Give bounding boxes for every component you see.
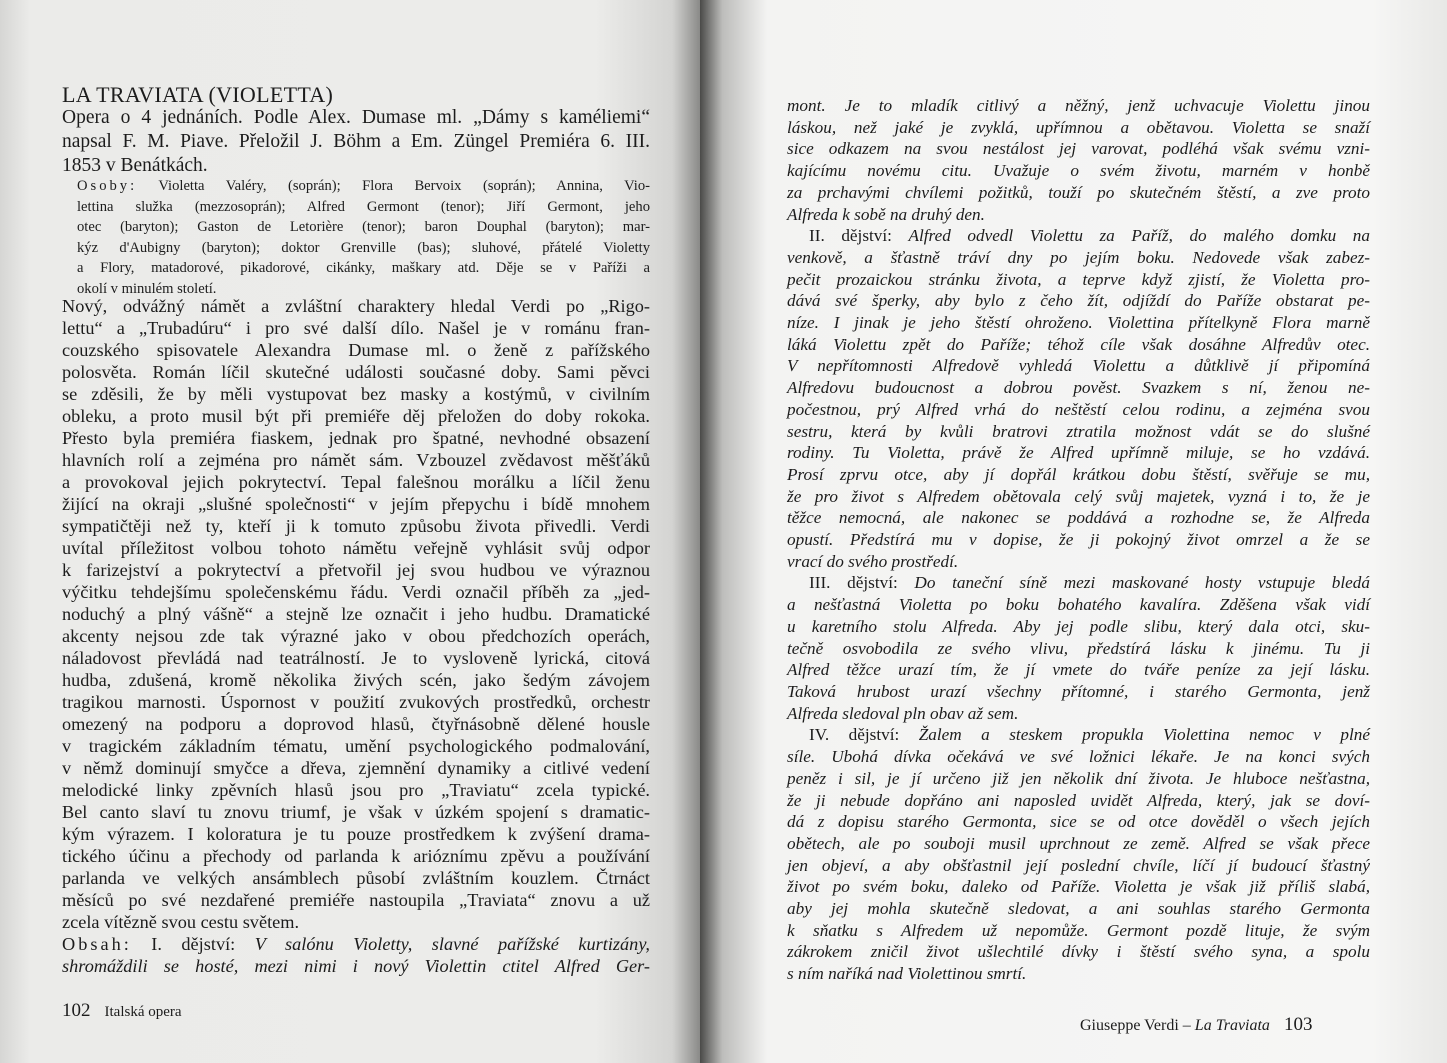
cast-text: kýz d'Aubigny (baryton); doktor Grenville (bas); sluhové, přátelé Violetty	[77, 239, 650, 256]
text-line	[77, 258, 650, 279]
text-line	[787, 572, 1370, 594]
text-line: 1853 v Benátkách.	[62, 155, 208, 176]
text-line: Nový, odvážný námět a zvláštní charaktery hledal Verdi po „Rigo-	[62, 296, 650, 316]
text-span: sice odkazem na svou nestálost jej varovat, podléhá však svému vzni-	[787, 139, 1370, 159]
left-page	[0, 0, 700, 1063]
text-line	[787, 95, 1370, 117]
text-span: že ji nebude dopřáno ani naposled uvidět Alfreda, který, jak se doví-	[787, 790, 1370, 810]
text-span: dává své šperky, aby bylo z čeho žít, odjíždí do Paříže obstarat pe-	[787, 291, 1370, 311]
text-span: těžce nemocná, ale nakonec se poddává a rozhodne se, že Alfreda	[787, 508, 1370, 528]
text-line	[787, 898, 1370, 920]
right-footer	[1080, 1014, 1312, 1036]
text-line	[787, 355, 1370, 377]
text-span: u karetního stolu Alfreda. Aby jej podle slibu, který dala otci, sku-	[787, 616, 1370, 636]
running-head: Italská opera	[104, 1004, 182, 1020]
text-span: život po svém boku, daleko od Paříže. Violetta je však již příliš slabá,	[787, 877, 1370, 897]
cast-text: a Flory, matadorové, pikadorové, cikánky, maškary atd. Děje se v Paříži a	[77, 260, 650, 277]
cast-text: okolí v minulém století.	[77, 280, 217, 297]
left-footer	[62, 1000, 182, 1022]
text-line	[787, 681, 1370, 703]
cast-label: Osoby:	[77, 178, 138, 194]
text-line	[62, 933, 650, 955]
text-line: v tragickém základním tématu, umění psychologického podmalování,	[62, 736, 650, 756]
text-line	[787, 941, 1370, 963]
text-line: tragikou marnosti. Úspornost v použití zvukových prostředků, orchestr	[62, 692, 650, 712]
text-span: rodiny. Tu Violetta, právě že Alfred upřímně miluje, se ho vzdává.	[787, 443, 1370, 463]
text-line	[77, 176, 650, 197]
text-line: lettu“ a „Trubadúru“ i pro své další dílo. Našel je v románu fran-	[62, 318, 650, 338]
text-span: Do taneční síně mezi maskované hosty vstupuje bledá	[914, 573, 1370, 593]
text-span: Alfreda sledoval pln obav až sem.	[787, 703, 1019, 723]
text-line	[787, 312, 1370, 334]
text-line: zcela vítězně svou cestu světem.	[62, 912, 300, 932]
text-span: obětech, ale po souboji musil uprchnout ze země. Alfred se však přece	[787, 833, 1370, 853]
text-span: V nepřítomnosti Alfredově vyhledá Violettu a důtklivě jí připomíná	[787, 356, 1370, 376]
text-span: aby jej mohla skutečně sledovat, a ani souhlas starého Germonta	[787, 899, 1370, 919]
text-line: obleku, a proto musil být při premiéře děj přeložen do doby rokoka.	[62, 406, 650, 426]
text-span: Alfred odvedl Violettu za Paříž, do malého domku na	[908, 226, 1370, 246]
text-span: počestnou, prý Alfred vrhá do neštěstí celou rodinu, a zejména svou	[787, 399, 1370, 419]
text-line: žijící na okraji „slušné společnosti“ v jejím přepychu i bídě mnohem	[62, 494, 650, 514]
text-line: tického účinu a přechody od parlanda k arióznímu zpěvu a používání	[62, 846, 650, 866]
text-span: venkově, a šťastně tráví dny po jejím boku. Nedovede však zabez-	[787, 247, 1370, 267]
text-span: peněz i sil, je jí určeno již jen několik dní života. Je hluboce nešťastna,	[787, 768, 1370, 788]
text-line	[787, 551, 1370, 573]
text-line	[787, 616, 1370, 638]
text-line	[787, 421, 1370, 443]
text-line	[77, 238, 650, 259]
text-line: napsal F. M. Piave. Přeložil J. Böhm a Em. Züngel Premiéra 6. III.	[62, 131, 650, 152]
text-line: k farizejství a pokrytectví a přetvořil jej svou hudbou ve výraznou	[62, 560, 650, 580]
text-line: polosvěta. Román líčil skutečné události současné doby. Sami pěvci	[62, 362, 650, 382]
text-span: níze. I jinak je jeho štěstí ohroženo. Violettina přítelkyně Flora marně	[787, 313, 1370, 333]
text-line: parlanda ve velkých ansámblech působí zvláštním kouzlem. Čtrnáct	[62, 868, 650, 888]
text-line	[787, 768, 1370, 790]
text-line	[787, 703, 1370, 725]
text-line	[787, 399, 1370, 421]
cast-text: Violetta Valéry, (soprán); Flora Bervoix (soprán); Annina, Vio-	[137, 178, 650, 194]
text-span: zákrokem zničil život ušlechtilé dívky i štěstí svého syna, a spolu	[787, 942, 1370, 962]
text-span: Prosí zprvu otce, aby jí dopřál krátkou dobu štěstí, svěřuje se mu,	[787, 464, 1370, 484]
act-label: II. dějství:	[809, 226, 909, 246]
text-line	[787, 507, 1370, 529]
text-span: láká Violettu zpět do Paříže; téhož cíle však dosáhne Alfredův otec.	[787, 334, 1370, 354]
text-line	[787, 269, 1370, 291]
text-line	[787, 855, 1370, 877]
text-line: melodické linky zpěvních hlasů jsou pro „Traviatu“ zcela typické.	[62, 780, 650, 800]
text-line: noduchý a plný vášně“ a stejně lze označit i jeho hudbu. Dramatické	[62, 604, 650, 624]
text-line: v němž dominují smyčce a dřeva, zjemnění dynamiky a citlivé vedení	[62, 758, 650, 778]
text-line: Bel canto slaví tu znovu triumf, je však v úzkém spojení s dramatic-	[62, 802, 650, 822]
text-line	[787, 247, 1370, 269]
cast-text: lettina služka (mezzosoprán); Alfred Germont (tenor); Jiří Germont, jeho	[77, 198, 650, 215]
text-line: hlavních rolí a zejména pro námět sám. Vzbouzel zvědavost měšťáků	[62, 450, 650, 470]
text-span: síle. Ubohá dívka očekává ve své ložnici lékaře. Je na konci svých	[787, 747, 1370, 767]
text-span: Alfreda k sobě na druhý den.	[787, 204, 985, 224]
text-span: Taková hrubost urazí všechny přítomné, i starého Germonta, jenž	[787, 681, 1370, 701]
page-number: 103	[1283, 1014, 1313, 1035]
synopsis-act: I. dějství:	[131, 934, 255, 954]
text-line: kým výrazem. I koloratura je tu pouze prostředkem k zvýšení drama-	[62, 824, 650, 844]
text-line	[787, 833, 1370, 855]
text-span: kajícímu novému citu. Uvažuje o svém životu, marném v honbě	[787, 161, 1370, 181]
text-line	[77, 217, 650, 238]
text-line	[787, 963, 1370, 985]
opera-intro	[62, 106, 650, 178]
text-line	[787, 876, 1370, 898]
text-line: akcenty nejsou zde tak výrazné jako v obou předchozích operách,	[62, 626, 650, 646]
synopsis-text	[787, 95, 1370, 985]
text-line	[787, 290, 1370, 312]
text-span: vrací do svého prostředí.	[787, 551, 959, 571]
text-span: Žalem a steskem propukla Violettina nemoc v plné	[918, 725, 1370, 745]
text-line: výčitku tehdejšímu společenskému řádu. Verdi označil příběh za „jed-	[62, 582, 650, 602]
text-line	[787, 811, 1370, 833]
text-span: tečně osvobodila ze svého vlivu, předstírá lásku k jinému. Tu ji	[787, 638, 1370, 658]
text-span: sestru, která by kvůli bratrovi ztratila možnost vdát se do slušné	[787, 421, 1370, 441]
text-line	[787, 204, 1370, 226]
text-line	[787, 920, 1370, 942]
text-span: a nešťastná Violetta po boku bohatého kavalíra. Zděšena však vidí	[787, 595, 1370, 615]
text-span: opustí. Předstírá mu v dopise, že ji pokojný život omrzel a že se	[787, 530, 1370, 550]
text-line	[787, 182, 1370, 204]
text-line: a provokoval jejich pokrytectví. Tepal falešnou morálku a líčil ženu	[62, 472, 650, 492]
text-span: s ním naříká nad Violettinou smrtí.	[787, 964, 1027, 984]
opera-title: LA TRAVIATA (VIOLETTA)	[62, 82, 334, 107]
text-line	[787, 377, 1370, 399]
text-span: Alfredovu budoucnost a dobrou pověst. Svazkem s ní, ženou ne-	[787, 378, 1370, 398]
text-line: Přesto byla premiéra fiaskem, jednak pro špatné, nevhodné obsazení	[62, 428, 650, 448]
text-line	[77, 197, 650, 218]
text-line	[787, 486, 1370, 508]
text-span: dá z dopisu starého Germonta, sice se od otce dověděl o všech jejích	[787, 812, 1370, 832]
text-span: mont. Je to mladík citlivý a něžný, jenž uchvacuje Violettu jinou	[787, 96, 1370, 115]
text-line	[787, 746, 1370, 768]
text-line	[787, 160, 1370, 182]
text-line	[787, 225, 1370, 247]
text-line	[787, 464, 1370, 486]
text-line: Opera o 4 jednáních. Podle Alex. Dumase ml. „Dámy s kaméliemi“	[62, 107, 650, 128]
text-line	[787, 138, 1370, 160]
text-line	[787, 594, 1370, 616]
synopsis-label: Obsah:	[62, 934, 132, 954]
text-line: uvítal příležitost volbou tohoto námětu veřejně vyhlásit svůj odpor	[62, 538, 650, 558]
text-line: hudba, zdušená, kromě několika živých scén, jako šedým závojem	[62, 670, 650, 690]
synopsis-text: shromáždili se hosté, mezi nimi i nový Violettin ctitel Alfred Ger-	[62, 956, 650, 976]
text-line	[787, 117, 1370, 139]
text-line	[787, 442, 1370, 464]
text-line: omezený na podporu a doprovod hlasů, čtyřnásobně dělené housle	[62, 714, 650, 734]
text-line	[62, 955, 650, 977]
body-text	[62, 295, 650, 977]
text-line	[787, 659, 1370, 681]
act-label: IV. dějství:	[809, 725, 919, 745]
cast-list	[77, 176, 650, 300]
running-head-author: Giuseppe Verdi –	[1080, 1017, 1195, 1034]
text-line	[787, 790, 1370, 812]
text-line: náladovost převládá nad teatrálností. Je to vysloveně lyrická, citová	[62, 648, 650, 668]
text-line: couzského spisovatele Alexandra Dumase ml. o ženě z pařížského	[62, 340, 650, 360]
text-line: sympatičtěji než ty, kteří ji k tomuto způsobu života přivedli. Verdi	[62, 516, 650, 536]
text-line: se zděsili, že by měli vystupovat bez masky a kostýmů, v civilním	[62, 384, 650, 404]
text-span: jen objeví, a aby obšťastnil její poslední chvíle, líčí jí budoucí šťastný	[787, 855, 1370, 875]
text-span: pečit prozaickou stránku života, a teprve když zjistí, že Violetta pro-	[787, 269, 1370, 289]
running-head-title: La Traviata	[1194, 1017, 1270, 1034]
text-span: láskou, než jaké je zvyklá, upřímnou a obětavou. Violetta se snaží	[787, 117, 1370, 137]
text-line	[787, 529, 1370, 551]
text-line	[787, 638, 1370, 660]
cast-text: otec (baryton); Gaston de Letorière (tenor); baron Douphal (baryton); mar-	[77, 219, 650, 236]
right-page	[700, 0, 1447, 1063]
synopsis-text: V salónu Violetty, slavné pařížské kurtizány,	[254, 934, 650, 954]
text-span: za prchavými chvílemi požitků, touží po skutečném štěstí, a zve proto	[787, 182, 1370, 202]
text-span: že pro život s Alfredem obětovala celý svůj majetek, vyzná i to, že je	[787, 486, 1370, 506]
text-line	[787, 724, 1370, 746]
text-span: Alfred těžce urazí tím, že jí vmete do tváře peníze za její lásku.	[787, 660, 1370, 680]
page-number: 102	[62, 1000, 91, 1021]
text-span: k sňatku s Alfredem už nepomůže. Germont pozdě lituje, že svým	[787, 920, 1370, 940]
act-label: III. dějství:	[809, 573, 915, 593]
text-line: měsíců po své nezdařené premiéře nastoupila „Traviata“ znovu a už	[62, 890, 650, 910]
text-line	[787, 334, 1370, 356]
